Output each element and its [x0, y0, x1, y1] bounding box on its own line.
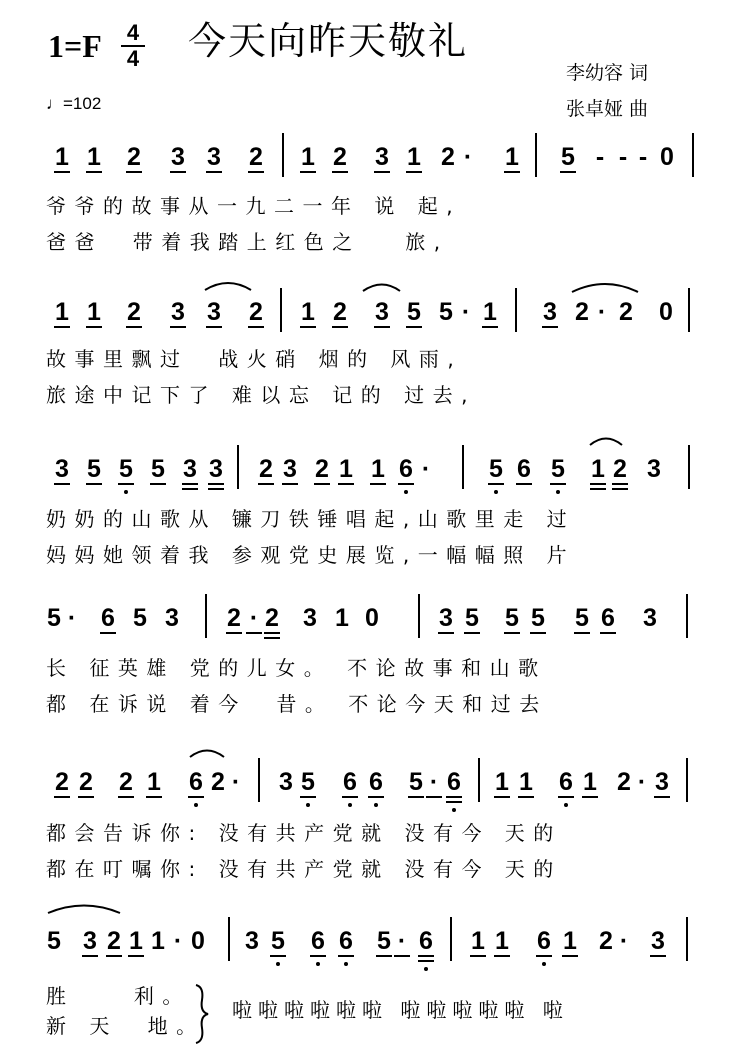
augmentation-dot: ·: [67, 604, 77, 632]
note-numeral: 6: [517, 455, 531, 483]
note-numeral: 5: [271, 927, 285, 955]
note-numeral: 6: [101, 604, 115, 632]
note-numeral: 5: [489, 455, 503, 483]
note-numeral: 5: [409, 768, 423, 796]
note-numeral: 6: [601, 604, 615, 632]
note-numeral: 5: [551, 455, 565, 483]
note-numeral: 2: [127, 298, 141, 326]
note-numeral: 1: [339, 455, 353, 483]
lyric-line: 妈妈她领着我 参观党史展览,一幅幅照 片: [46, 543, 576, 567]
note-numeral: 3: [647, 455, 661, 483]
note-numeral: 1: [483, 298, 497, 326]
note-numeral: 3: [55, 455, 69, 483]
note-numeral: 6: [343, 768, 357, 796]
note-numeral: 3: [207, 143, 221, 171]
note-numeral: 6: [189, 768, 203, 796]
note-numeral: 1: [495, 768, 509, 796]
lyric-line: 都会告诉你: 没有共产党就 没有今 天的: [46, 821, 562, 845]
note-numeral: 5: [575, 604, 589, 632]
time-signature-top: 4: [126, 20, 140, 45]
note-numeral: 1: [301, 298, 315, 326]
note-numeral: 2: [249, 298, 263, 326]
slur: [190, 751, 224, 758]
time-signature-bottom: 4: [126, 46, 140, 71]
note-numeral: 1: [471, 927, 485, 955]
note-numeral: 3: [375, 143, 389, 171]
note-numeral: 3: [279, 768, 293, 796]
augmentation-dot: ·: [463, 143, 473, 171]
lyric-line: 旅途中记下了 难以忘 记的 过去,: [46, 383, 476, 407]
note-numeral: 5: [87, 455, 101, 483]
note-numeral: 2: [333, 298, 347, 326]
key-signature: 1=F: [48, 28, 102, 64]
note-numeral: 2: [259, 455, 273, 483]
note-numeral: 2: [575, 298, 589, 326]
note-numeral: 5: [505, 604, 519, 632]
note-numeral: 3: [375, 298, 389, 326]
note-numeral: 6: [311, 927, 325, 955]
note-numeral: 2: [617, 768, 631, 796]
slur: [363, 285, 400, 292]
quarter-note-icon: ♩: [46, 94, 63, 113]
slur: [590, 439, 622, 446]
note-numeral: 5: [439, 298, 453, 326]
note-numeral: 3: [245, 927, 259, 955]
note-numeral: 3: [655, 768, 669, 796]
note-numeral: 3: [171, 143, 185, 171]
note-numeral: 0: [365, 604, 379, 632]
lyric-line: 新 天 地。: [46, 1014, 205, 1038]
note-numeral: 3: [207, 298, 221, 326]
note-numeral: 2: [315, 455, 329, 483]
composer-credit: 张卓娅 曲: [566, 98, 649, 120]
note-numeral: 5: [377, 927, 391, 955]
note-numeral: 2: [55, 768, 69, 796]
note-numeral: 5: [133, 604, 147, 632]
note-numeral: 1: [55, 143, 69, 171]
note-numeral: 3: [283, 455, 297, 483]
note-numeral: 1: [87, 143, 101, 171]
note-numeral: 5: [465, 604, 479, 632]
note-numeral: 2: [619, 298, 633, 326]
note-numeral: 1: [301, 143, 315, 171]
lyric-line: 爸爸 带着我踏上红色之 旅,: [46, 230, 449, 254]
note-numeral: 1: [371, 455, 385, 483]
note-numeral: 1: [519, 768, 533, 796]
lyricist-credit: 李幼容 词: [566, 62, 649, 84]
note-numeral: 2: [249, 143, 263, 171]
note-numeral: 2: [227, 604, 241, 632]
note-numeral: 3: [165, 604, 179, 632]
note-numeral: 5: [407, 298, 421, 326]
note-numeral: 6: [537, 927, 551, 955]
augmentation-dot: ·: [397, 927, 407, 955]
note-numeral: 1: [335, 604, 349, 632]
note-numeral: 1: [495, 927, 509, 955]
note-numeral: 2: [107, 927, 121, 955]
lyric-line: 长 征英雄 党的儿女。 不论故事和山歌: [46, 656, 547, 680]
lyric-line: 奶奶的山歌从 镰刀铁锤唱起,山歌里走 过: [46, 507, 576, 531]
note-numeral: 5: [151, 455, 165, 483]
note-numeral: 1: [407, 143, 421, 171]
note-numeral: 5: [561, 143, 575, 171]
note-numeral: 2: [333, 143, 347, 171]
augmentation-dot: ·: [421, 455, 431, 483]
note-numeral: 5: [531, 604, 545, 632]
note-numeral: 3: [439, 604, 453, 632]
note-numeral: 3: [543, 298, 557, 326]
dash-sustain: -: [595, 143, 605, 171]
augmentation-dot: ·: [249, 604, 259, 632]
augmentation-dot: ·: [597, 298, 607, 326]
note-numeral: 3: [651, 927, 665, 955]
note-numeral: 2: [441, 143, 455, 171]
note-numeral: 3: [171, 298, 185, 326]
dash-sustain: -: [618, 143, 628, 171]
slur: [205, 283, 251, 290]
note-numeral: 2: [211, 768, 225, 796]
augmentation-dot: ·: [173, 927, 183, 955]
note-numeral: 5: [301, 768, 315, 796]
note-numeral: 6: [369, 768, 383, 796]
tempo-value: =102: [63, 94, 102, 113]
note-numeral: 6: [447, 768, 461, 796]
augmentation-dot: ·: [231, 768, 241, 796]
lyric-refrain: 啦啦啦啦啦啦 啦啦啦啦啦 啦: [232, 998, 569, 1022]
note-numeral: 3: [303, 604, 317, 632]
note-numeral: 2: [613, 455, 627, 483]
note-numeral: 2: [127, 143, 141, 171]
note-numeral: 1: [147, 768, 161, 796]
note-numeral: 0: [660, 143, 674, 171]
note-numeral: 3: [83, 927, 97, 955]
lyric-line: 故事里飘过 战火硝 烟的 风雨,: [46, 347, 463, 371]
augmentation-dot: ·: [619, 927, 629, 955]
lyric-line: 都在叮嘱你: 没有共产党就 没有今 天的: [46, 857, 562, 881]
dash-sustain: -: [638, 143, 648, 171]
note-numeral: 5: [119, 455, 133, 483]
note-numeral: 1: [583, 768, 597, 796]
note-numeral: 2: [119, 768, 133, 796]
note-numeral: 3: [209, 455, 223, 483]
note-numeral: 0: [191, 927, 205, 955]
note-numeral: 3: [183, 455, 197, 483]
note-numeral: 6: [339, 927, 353, 955]
augmentation-dot: ·: [461, 298, 471, 326]
note-numeral: 5: [47, 927, 61, 955]
song-title: 今天向昨天敬礼: [188, 19, 469, 63]
note-numeral: 6: [419, 927, 433, 955]
note-numeral: 5: [47, 604, 61, 632]
note-numeral: 3: [643, 604, 657, 632]
note-numeral: 1: [151, 927, 165, 955]
lyric-line: 胜 利。: [46, 984, 191, 1008]
augmentation-dot: ·: [429, 768, 439, 796]
note-numeral: 1: [87, 298, 101, 326]
note-numeral: 2: [265, 604, 279, 632]
note-numeral: 1: [129, 927, 143, 955]
note-numeral: 0: [659, 298, 673, 326]
note-numeral: 6: [559, 768, 573, 796]
note-numeral: 2: [79, 768, 93, 796]
lyric-line: 爷爷的故事从一九二一年 说 起,: [46, 194, 462, 218]
lyric-line: 都 在诉说 着今 昔。 不论今天和过去: [46, 692, 548, 716]
augmentation-dot: ·: [637, 768, 647, 796]
slur: [572, 284, 638, 292]
note-numeral: 2: [599, 927, 613, 955]
note-numeral: 1: [591, 455, 605, 483]
note-numeral: 1: [563, 927, 577, 955]
note-numeral: 1: [505, 143, 519, 171]
note-numeral: 1: [55, 298, 69, 326]
note-numeral: 6: [399, 455, 413, 483]
slur: [48, 906, 120, 914]
